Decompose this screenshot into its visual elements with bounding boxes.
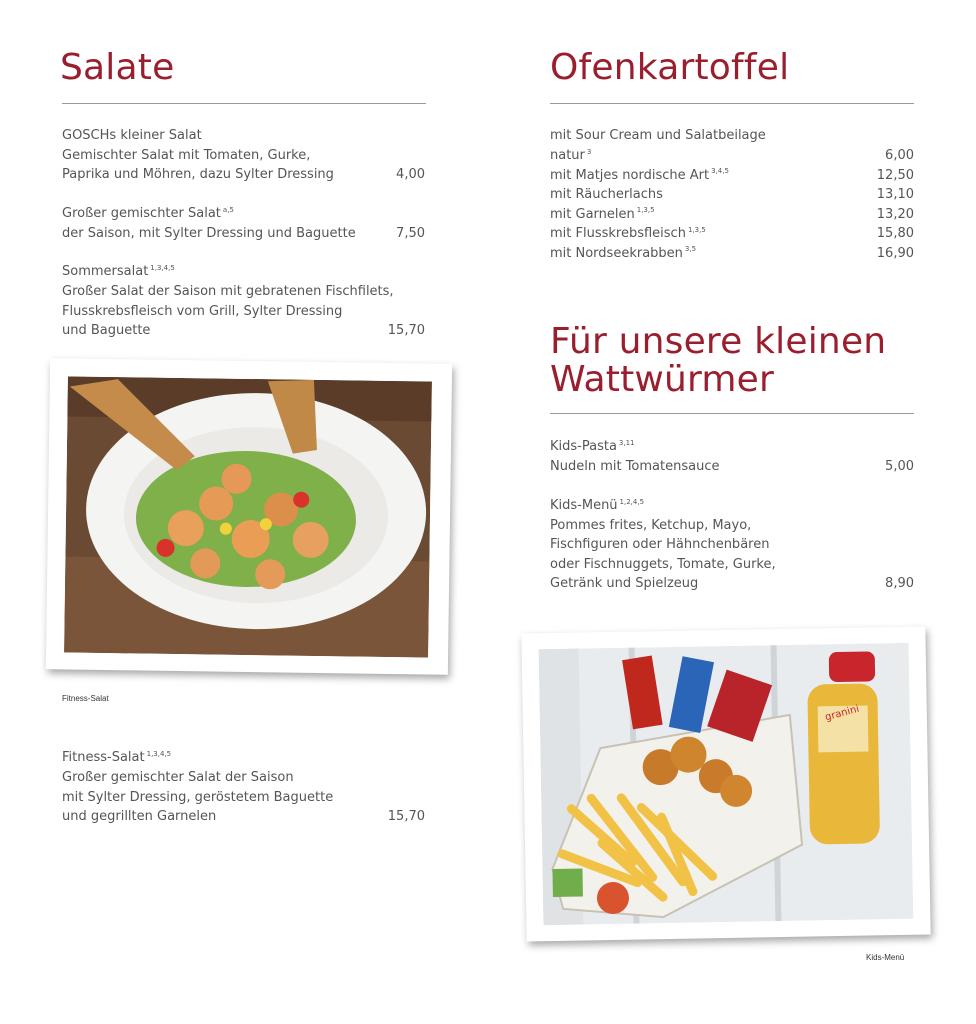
ofenkartoffel-item (550, 205, 655, 225)
ofenkartoffel-item (550, 185, 665, 205)
menu-item-price: 15,70 (387, 323, 425, 338)
menu-item-name-text: mit Garnelen (550, 206, 635, 222)
ofenkartoffel-item (550, 224, 706, 244)
menu-item-name-text: Kids-Menü (550, 498, 618, 513)
menu-item-price: 15,70 (387, 809, 425, 824)
menu-item-name: GOSCHs kleiner Salat (62, 128, 202, 143)
menu-item-name-text: mit Flusskrebsfleisch (550, 226, 686, 241)
allergen-notes: 3,4,5 (711, 167, 729, 176)
menu-item-description: Pommes frites, Ketchup, Mayo, (550, 518, 752, 533)
menu-item-price: 5,00 (885, 459, 914, 474)
menu-item-name (550, 496, 644, 516)
divider-kids (550, 413, 914, 414)
section-title-kids-line2: Wattwürmer (550, 359, 775, 400)
ofenkartoffel-item (550, 166, 729, 186)
menu-item-description: Fischfiguren oder Hähnchenbären (550, 537, 770, 552)
menu-item-description: Paprika und Möhren, dazu Sylter Dressing (62, 167, 334, 182)
salad-image (64, 376, 432, 657)
menu-item-description: mit Sylter Dressing, geröstetem Baguette (62, 790, 334, 805)
allergen-notes: 1,2,4,5 (619, 497, 645, 506)
photo-caption-fitness-salat: Fitness-Salat (62, 694, 109, 703)
section-title-kids-line1: Für unsere kleinen (550, 321, 887, 362)
salad-photo (46, 358, 452, 675)
photo-caption-kids-menu: Kids-Menü (866, 953, 905, 962)
menu-item-name-text: Fitness-Salat (62, 750, 145, 765)
allergen-notes: 1,3,5 (687, 225, 706, 234)
menu-item-name-text: mit Matjes nordische Art (550, 167, 710, 183)
menu-item-name (62, 748, 171, 768)
menu-item-name-text: Kids-Pasta (550, 439, 617, 454)
allergen-notes: 1,3,4,5 (150, 263, 175, 272)
kids-menu-image (539, 643, 914, 925)
menu-item-description: oder Fischnuggets, Tomate, Gurke, (550, 557, 776, 572)
allergen-notes: 1,3,5 (636, 206, 655, 215)
menu-item-description: Flusskrebsfleisch vom Grill, Sylter Dressing (62, 304, 343, 319)
section-title-ofenkartoffel: Ofenkartoffel (550, 47, 790, 88)
menu-item-description: Gemischter Salat mit Tomaten, Gurke, (62, 148, 311, 163)
menu-item-price: 13,10 (876, 187, 914, 202)
menu-item-price: 8,90 (885, 576, 914, 591)
menu-item-name-text: Sommersalat (62, 264, 149, 279)
menu-item-name (550, 437, 635, 457)
menu-item-price: 7,50 (396, 226, 425, 241)
divider-ofenkartoffel (550, 103, 914, 104)
ofenkartoffel-item (550, 244, 696, 264)
ofenkartoffel-item (550, 146, 591, 166)
kids-menu-photo (521, 626, 930, 941)
menu-item-description: und gegrillten Garnelen (62, 809, 217, 824)
menu-item-price: 15,80 (876, 226, 914, 241)
menu-item-price: 4,00 (396, 167, 425, 182)
menu-item-description: Großer gemischter Salat der Saison (62, 770, 294, 785)
allergen-notes: a,5 (222, 205, 234, 214)
menu-item-name-text: natur (550, 148, 585, 163)
allergen-notes: 3,5 (684, 245, 697, 254)
menu-item-description: Getränk und Spielzeug (550, 576, 699, 591)
allergen-notes: 1,3,4,5 (146, 749, 172, 758)
menu-item-description: der Saison, mit Sylter Dressing und Baguette (62, 226, 356, 241)
menu-item-name-text: mit Nordseekrabben (550, 245, 683, 261)
menu-item-price: 16,90 (876, 245, 914, 261)
ofenkartoffel-intro: mit Sour Cream und Salatbeilage (550, 128, 766, 143)
divider-salate (62, 103, 426, 104)
menu-item-description: Nudeln mit Tomatensauce (550, 459, 720, 474)
menu-item-name-text: mit Räucherlachs (550, 187, 663, 202)
bottle-label-text: granini (823, 703, 861, 724)
menu-item-description: und Baguette (62, 323, 151, 338)
allergen-notes: 3,11 (618, 438, 635, 447)
menu-item-name (62, 262, 175, 282)
menu-item-name-text: Großer gemischter Salat (62, 206, 221, 221)
menu-item-price: 6,00 (885, 148, 914, 163)
allergen-notes: 3 (586, 147, 592, 156)
menu-item-description: Großer Salat der Saison mit gebratenen Fischfilets, (62, 284, 394, 299)
menu-item-name (62, 204, 234, 224)
menu-item-price: 12,50 (876, 167, 914, 183)
section-title-salate: Salate (60, 47, 175, 88)
menu-item-price: 13,20 (876, 206, 914, 222)
